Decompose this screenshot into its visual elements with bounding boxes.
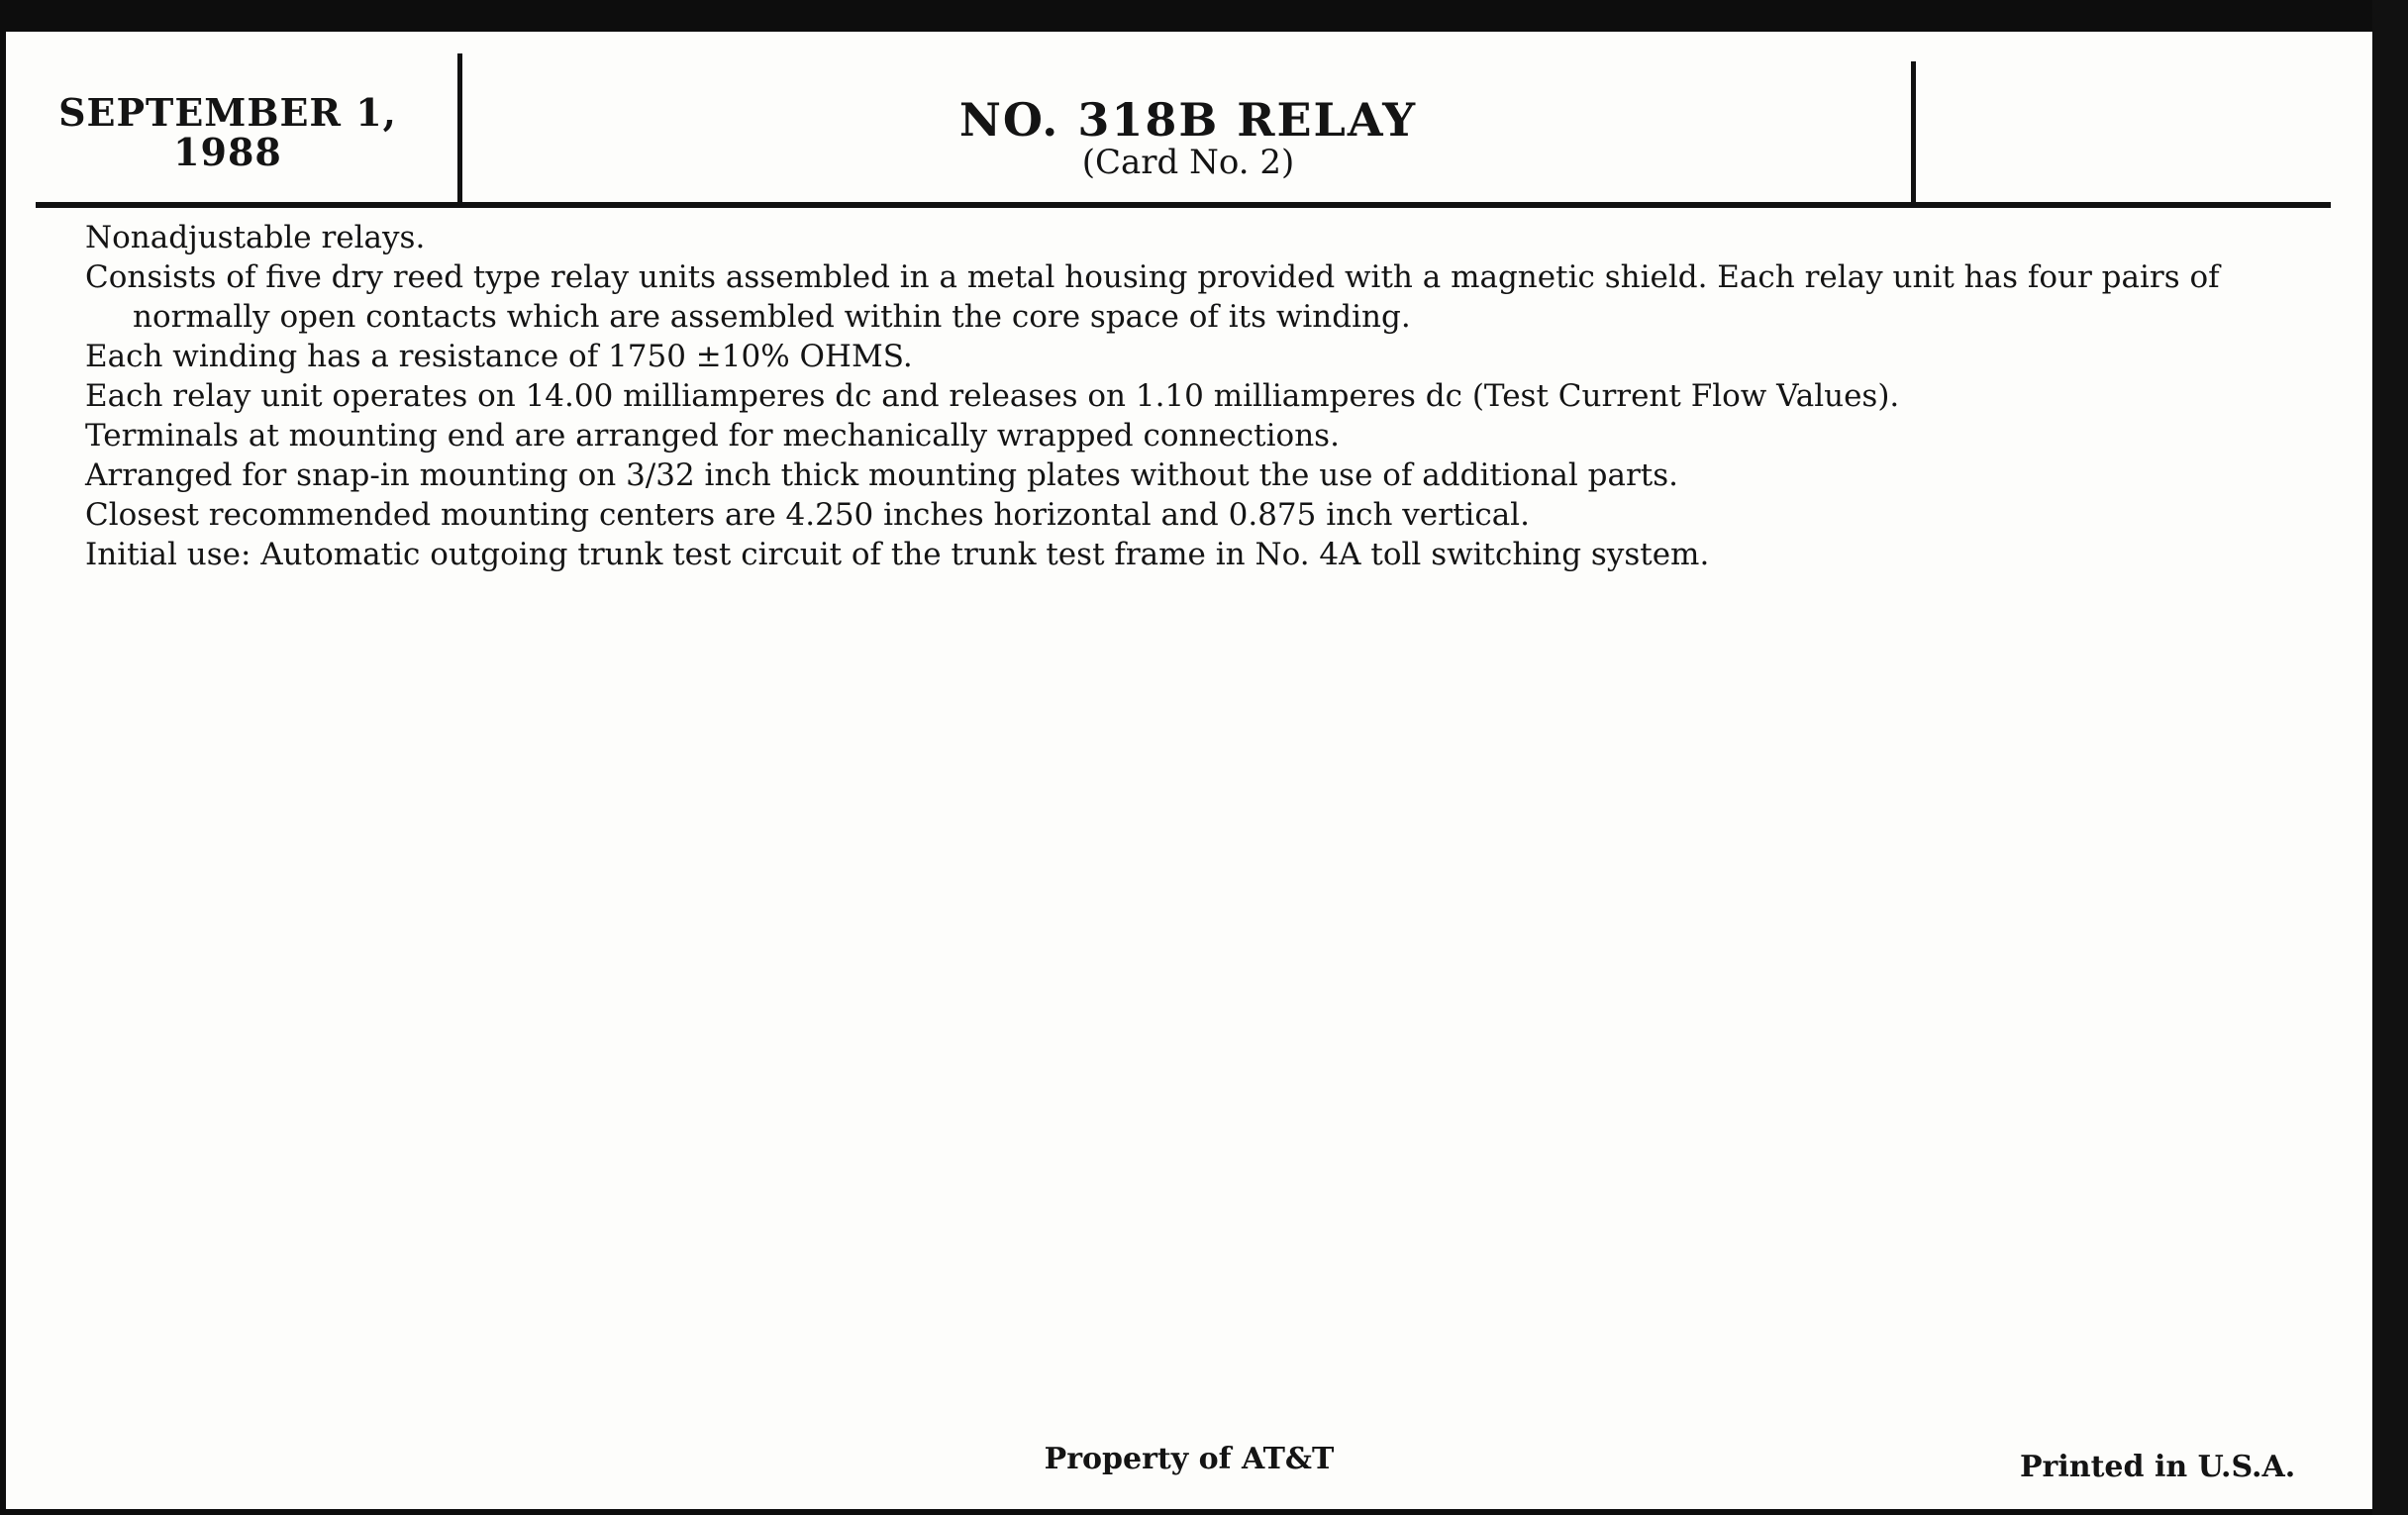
footer-property: Property of AT&T bbox=[1044, 1442, 1335, 1476]
header-rule bbox=[36, 202, 2331, 208]
header-divider-left bbox=[457, 53, 462, 202]
card-subtitle: (Card No. 2) bbox=[1081, 143, 1295, 182]
body-line: Each relay unit operates on 14.00 milliamperes dc and releases on 1.10 milliamperes dc (Test Current Flow Values). bbox=[85, 378, 1900, 414]
body-line: Arranged for snap-in mounting on 3/32 inch thick mounting plates without the use of additional parts. bbox=[85, 457, 1678, 493]
body-line: Closest recommended mounting centers are 4.250 inches horizontal and 0.875 inch vertical. bbox=[85, 497, 1530, 533]
scan-edge bbox=[2372, 0, 2408, 1515]
card-title: NO. 318B RELAY bbox=[958, 93, 1418, 147]
card-header bbox=[6, 32, 2372, 206]
index-card bbox=[6, 32, 2372, 1509]
card-body bbox=[85, 218, 2303, 574]
body-line: Terminals at mounting end are arranged for mechanically wrapped connections. bbox=[85, 418, 1340, 454]
body-line: Nonadjustable relays. bbox=[85, 220, 426, 255]
body-line: Consists of five dry reed type relay units assembled in a metal housing provided with a magnetic shield. Each relay unit has four pairs of normally open contacts which are assembled within the core space of its winding. bbox=[85, 259, 2220, 335]
card-date bbox=[50, 90, 406, 174]
date-line-2: 1988 bbox=[173, 130, 282, 174]
body-line: Initial use: Automatic outgoing trunk test circuit of the trunk test frame in No. 4A toll switching system. bbox=[85, 537, 1710, 572]
header-divider-right bbox=[1911, 61, 1916, 205]
date-line-1: SEPTEMBER 1, bbox=[58, 90, 397, 135]
footer-printed: Printed in U.S.A. bbox=[2020, 1450, 2296, 1484]
card-title-block bbox=[467, 95, 1909, 180]
body-line: Each winding has a resistance of 1750 ±10% OHMS. bbox=[85, 339, 913, 374]
